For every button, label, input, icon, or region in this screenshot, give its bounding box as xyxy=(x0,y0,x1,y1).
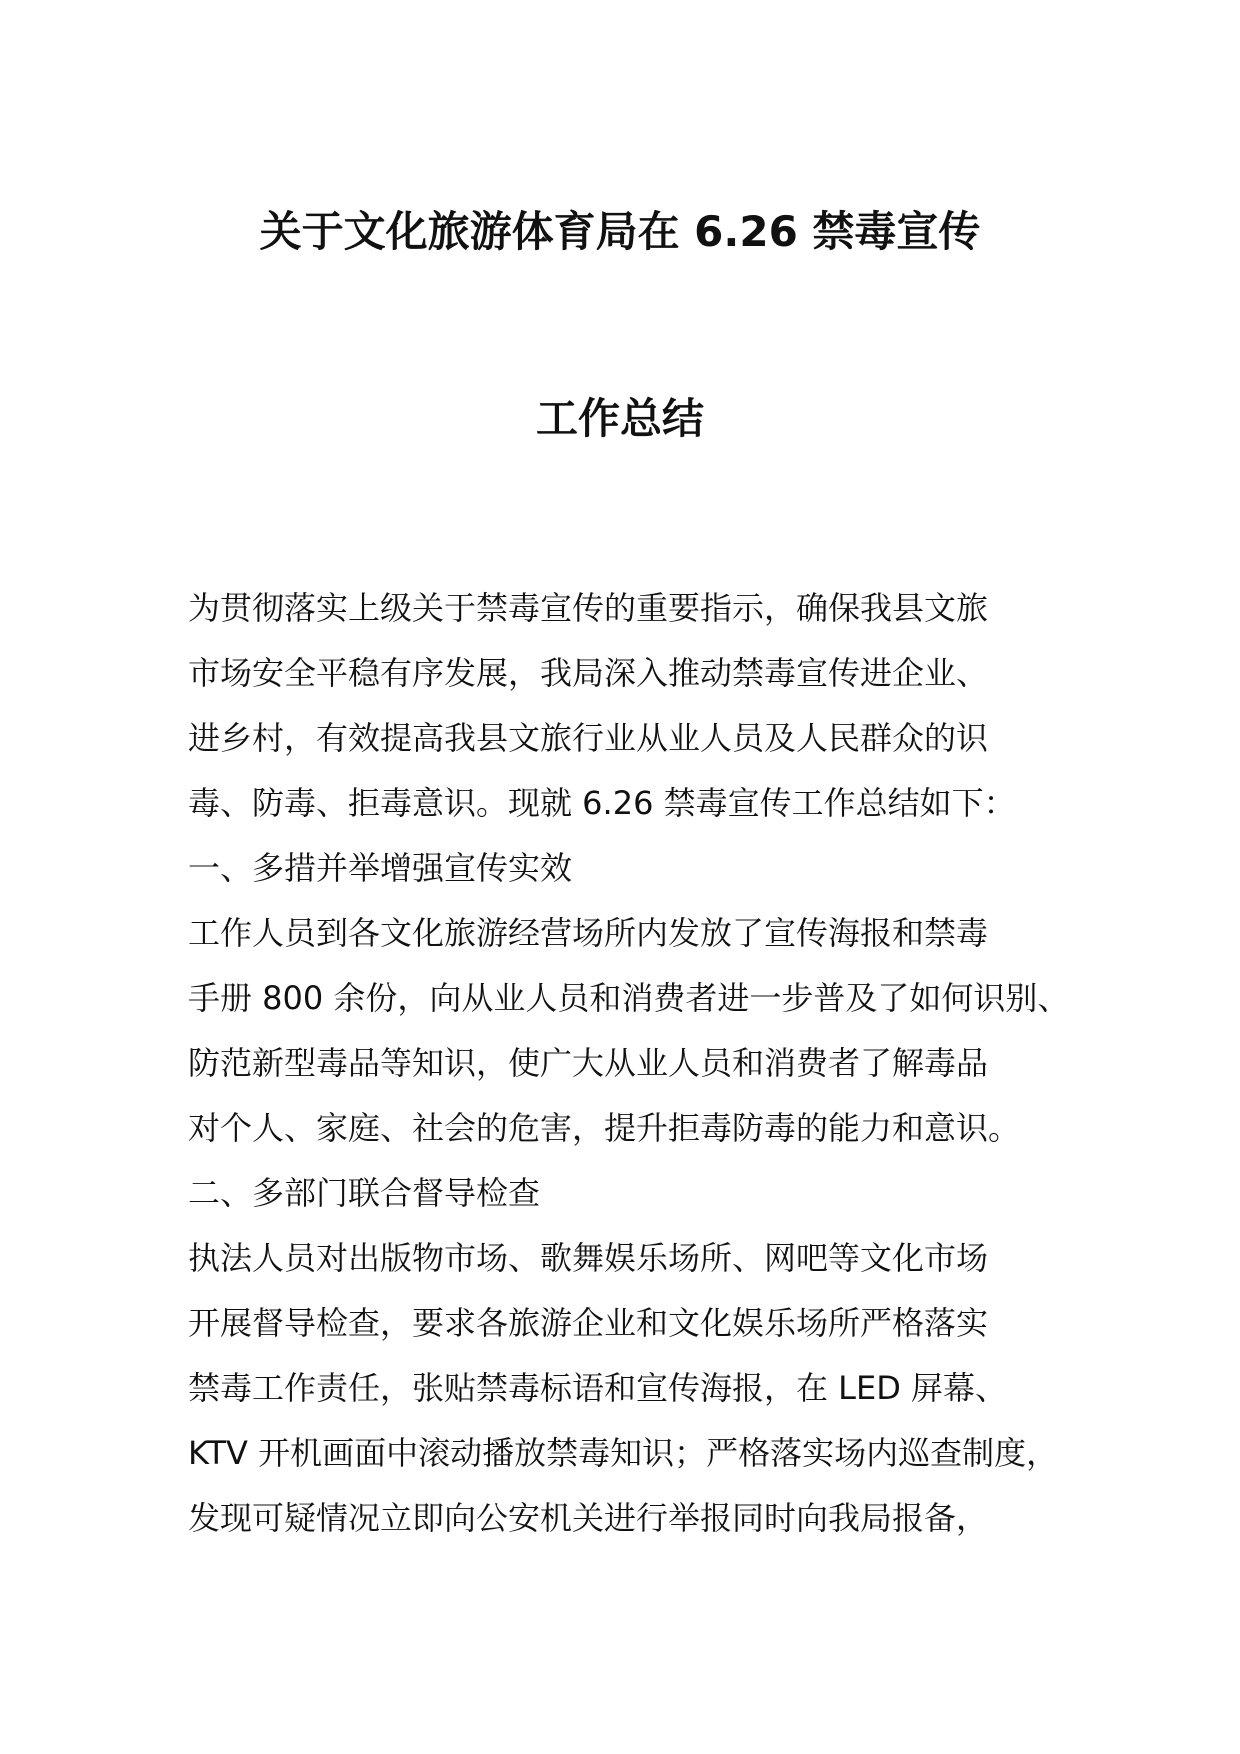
intro-line-3: 进乡村，有效提高我县文旅行业从业人员及人民群众的识 xyxy=(188,719,989,757)
section-1-line-2: 手册 800 余份，向从业人员和消费者进一步普及了如何识别、 xyxy=(188,979,1070,1017)
section-2-line-3: 禁毒工作责任，张贴禁毒标语和宣传海报，在 LED 屏幕、 xyxy=(188,1369,1008,1407)
section-1-line-4: 对个人、家庭、社会的危害，提升拒毒防毒的能力和意识。 xyxy=(188,1109,1021,1147)
section-2-line-2: 开展督导检查，要求各旅游企业和文化娱乐场所严格落实 xyxy=(188,1304,989,1342)
intro-line-2: 市场安全平稳有序发展，我局深入推动禁毒宣传进企业、 xyxy=(188,654,989,692)
section-1-heading: 一、多措并举增强宣传实效 xyxy=(188,849,573,887)
intro-line-1: 为贯彻落实上级关于禁毒宣传的重要指示，确保我县文旅 xyxy=(188,589,989,627)
section-1-line-1: 工作人员到各文化旅游经营场所内发放了宣传海报和禁毒 xyxy=(188,914,989,952)
section-2-line-4: KTV 开机画面中滚动播放禁毒知识；严格落实场内巡查制度， xyxy=(188,1434,1059,1472)
section-1-line-3: 防范新型毒品等知识，使广大从业人员和消费者了解毒品 xyxy=(188,1044,989,1082)
section-2-line-1: 执法人员对出版物市场、歌舞娱乐场所、网吧等文化市场 xyxy=(188,1239,989,1277)
document-body xyxy=(188,576,1088,1551)
document-title-line-2: 工作总结 xyxy=(535,394,704,443)
section-2-line-5: 发现可疑情况立即向公安机关进行举报同时向我局报备， xyxy=(188,1499,989,1537)
document-title-line-1: 关于文化旅游体育局在 6.26 禁毒宣传 xyxy=(259,207,981,256)
intro-line-4: 毒、防毒、拒毒意识。现就 6.26 禁毒宣传工作总结如下： xyxy=(188,784,1016,822)
section-2-heading: 二、多部门联合督导检查 xyxy=(188,1174,541,1212)
